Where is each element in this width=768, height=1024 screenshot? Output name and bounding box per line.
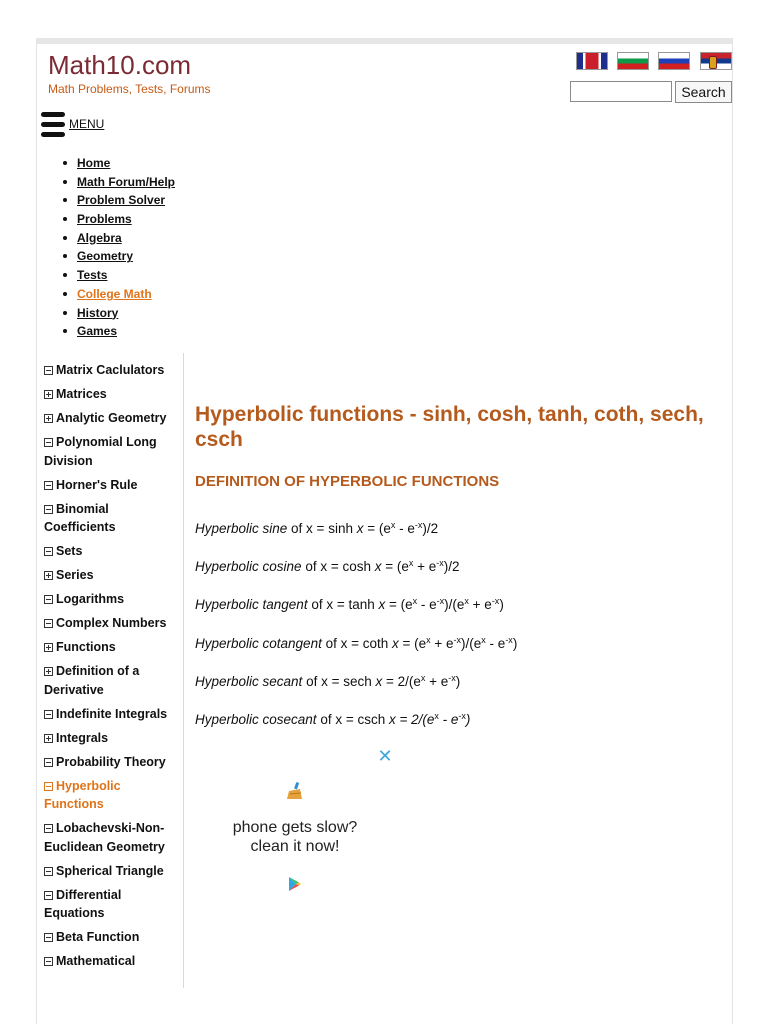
bulgaria-flag-icon[interactable]	[617, 52, 649, 70]
sidebar-item[interactable]	[44, 662, 182, 699]
nav-link[interactable]: Problem Solver	[77, 193, 166, 208]
sidebar-item[interactable]	[44, 886, 182, 923]
nav-item-geometry	[62, 247, 175, 266]
nav-item-problems	[62, 210, 175, 229]
sidebar-item-label: Hyperbolic Functions	[44, 778, 121, 811]
expand-icon[interactable]	[44, 390, 53, 399]
collapse-icon[interactable]	[44, 933, 53, 942]
sidebar	[44, 361, 182, 976]
broom-icon	[286, 782, 304, 800]
sidebar-item[interactable]	[44, 433, 182, 470]
uk-flag-icon[interactable]	[576, 52, 608, 70]
definition-cosh: Hyperbolic cosine of $x = \cosh x = (e^x + e^{-x})/2$	[195, 558, 460, 574]
sidebar-item[interactable]	[44, 409, 182, 428]
nav-link[interactable]: College Math	[77, 286, 152, 301]
nav-link[interactable]: Geometry	[77, 249, 134, 264]
definition-tanh: Hyperbolic tangent of $x = \tanh x = (e^x - e^{-x})/(e^x + e^{-x})$	[195, 596, 504, 612]
collapse-icon[interactable]	[44, 366, 53, 375]
expand-icon[interactable]	[44, 414, 53, 423]
sidebar-item[interactable]	[44, 819, 182, 856]
sidebar-item-active[interactable]	[44, 777, 182, 814]
collapse-icon[interactable]	[44, 710, 53, 719]
ad-message[interactable]	[220, 818, 370, 856]
sidebar-item-label: Definition of a Derivative	[44, 664, 140, 697]
definition-sech: Hyperbolic secant of x = sech $x = 2/(e^x + e^{-x})$	[195, 673, 461, 689]
serbia-flag-icon[interactable]	[700, 52, 732, 70]
definition-sinh: Hyperbolic sine of $x = \sinh x = (e^x - e^{-x})/2$	[195, 520, 439, 536]
sidebar-item[interactable]	[44, 566, 182, 585]
nav-link[interactable]: History	[77, 305, 119, 320]
sidebar-item[interactable]	[44, 614, 182, 633]
close-icon[interactable]: ✕	[377, 746, 393, 766]
google-play-icon[interactable]	[289, 877, 301, 891]
nav-link[interactable]: Tests	[77, 268, 108, 283]
sidebar-item[interactable]	[44, 729, 182, 748]
sidebar-item[interactable]	[44, 542, 182, 561]
site-tagline: Math Problems, Tests, Forums	[48, 82, 211, 96]
definition-coth: Hyperbolic cotangent of x = coth $x = (e^x + e^{-x})/(e^x - e^{-x})$	[195, 635, 518, 651]
sidebar-item-label: Analytic Geometry	[56, 411, 167, 425]
nav-item-college-math	[62, 285, 175, 304]
expand-icon[interactable]	[44, 643, 53, 652]
collapse-icon[interactable]	[44, 891, 53, 900]
collapse-icon[interactable]	[44, 595, 53, 604]
nav-item-home	[62, 154, 175, 173]
sidebar-item[interactable]	[44, 590, 182, 609]
collapse-icon[interactable]	[44, 782, 53, 791]
sidebar-item[interactable]	[44, 361, 182, 380]
sidebar-item-label: Matrix Caclulators	[56, 363, 165, 377]
nav-item-problem-solver	[62, 191, 175, 210]
sidebar-item-label: Logarithms	[56, 592, 125, 606]
nav-link[interactable]: Algebra	[77, 230, 122, 245]
nav-link[interactable]: Problems	[77, 212, 132, 227]
definition-csch: Hyperbolic cosecant of x = csch $x = 2/(e^x - e^{-x})$	[195, 711, 471, 727]
nav-item-algebra	[62, 229, 175, 248]
sidebar-item-label: Probability Theory	[56, 754, 166, 769]
section-heading: DEFINITION OF HYPERBOLIC FUNCTIONS	[195, 473, 500, 490]
collapse-icon[interactable]	[44, 824, 53, 833]
sidebar-item-label: Sets	[56, 544, 83, 558]
collapse-icon[interactable]	[44, 619, 53, 628]
collapse-icon[interactable]	[44, 867, 53, 876]
collapse-icon[interactable]	[44, 758, 53, 767]
sidebar-item-label: Matrices	[56, 387, 107, 401]
collapse-icon[interactable]	[44, 505, 53, 514]
sidebar-item[interactable]	[44, 500, 182, 537]
sidebar-divider	[183, 353, 184, 988]
expand-icon[interactable]	[44, 571, 53, 580]
main-nav	[62, 154, 175, 341]
sidebar-item[interactable]	[44, 638, 182, 657]
collapse-icon[interactable]	[44, 481, 53, 490]
nav-item-math-forum	[62, 173, 175, 192]
sidebar-item-label: Binomial Coefficients	[44, 501, 116, 534]
sidebar-item[interactable]	[44, 753, 182, 772]
collapse-icon[interactable]	[44, 957, 53, 966]
language-flags	[576, 52, 732, 70]
sidebar-item-label: Complex Numbers	[56, 616, 167, 630]
sidebar-item-label: Integrals	[56, 730, 109, 745]
search-input[interactable]	[570, 81, 672, 102]
sidebar-item[interactable]	[44, 862, 182, 881]
russia-flag-icon[interactable]	[658, 52, 690, 70]
ad-line: clean it now!	[250, 838, 340, 855]
sidebar-item[interactable]	[44, 705, 182, 724]
page-title: Hyperbolic functions - sinh, cosh, tanh, coth, sech, csch	[195, 403, 704, 451]
search-button[interactable]: Search	[675, 81, 732, 103]
menu-label: MENU	[69, 117, 105, 131]
nav-item-games	[62, 322, 175, 341]
nav-link[interactable]: Games	[77, 324, 118, 339]
sidebar-item-label: Functions	[56, 640, 116, 654]
sidebar-item-label: Mathematical	[56, 954, 136, 968]
sidebar-item-label: Series	[56, 568, 94, 582]
sidebar-item-label: Beta Function	[56, 930, 140, 944]
sidebar-item-label: Indefinite Integrals	[56, 706, 168, 721]
sidebar-item-label: Polynomial Long Division	[44, 435, 157, 468]
ad-line: phone gets slow?	[232, 819, 358, 836]
sidebar-item[interactable]	[44, 476, 182, 495]
menu-toggle[interactable]	[41, 112, 111, 138]
site-title[interactable]: Math10.com	[48, 50, 192, 80]
collapse-icon[interactable]	[44, 438, 53, 447]
nav-link[interactable]: Home	[77, 156, 111, 170]
sidebar-item-label: Horner's Rule	[56, 477, 138, 492]
sidebar-item-label: Spherical Triangle	[56, 863, 164, 878]
collapse-icon[interactable]	[44, 547, 53, 556]
sidebar-item-label: Lobachevski-Non-Euclidean Geometry	[44, 821, 165, 854]
sidebar-item[interactable]	[44, 952, 182, 971]
sidebar-item-label: Differential Equations	[44, 887, 122, 920]
expand-icon[interactable]	[44, 734, 53, 743]
expand-icon[interactable]	[44, 667, 53, 676]
nav-item-history	[62, 304, 175, 323]
nav-item-tests	[62, 266, 175, 285]
sidebar-item[interactable]	[44, 385, 182, 404]
hamburger-icon	[41, 112, 65, 138]
sidebar-item[interactable]	[44, 928, 182, 947]
nav-link[interactable]: Math Forum/Help	[77, 174, 175, 189]
